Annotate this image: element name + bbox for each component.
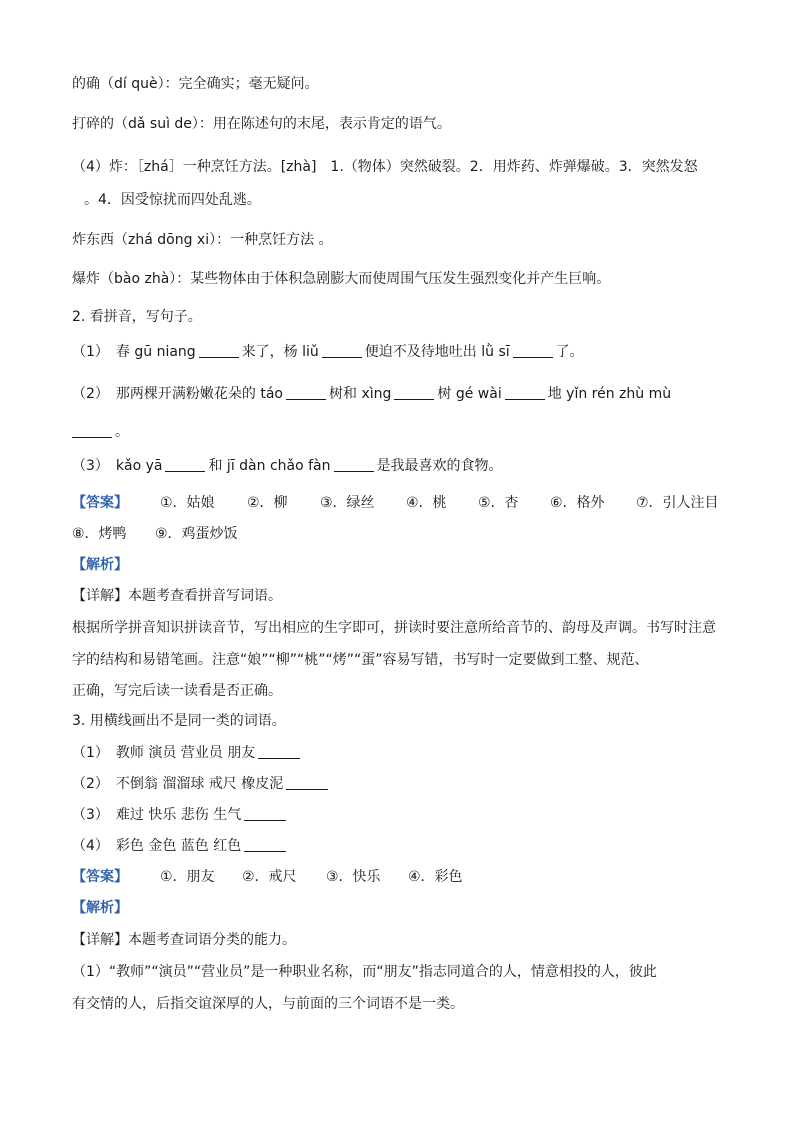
answer-item: ④．彩色 [408, 869, 463, 885]
question-3-item-1 [72, 743, 303, 763]
question-3-title: 3. 用横线画出不是同一类的词语。 [72, 713, 286, 729]
q2-3-part-b: 和 jī dàn chǎo fàn [208, 458, 331, 474]
q3-3-text: （3） 难过 快乐 悲伤 生气 [72, 807, 242, 823]
definition-dasuide: 打碎的（dǎ suì de）：用在陈述句的末尾，表示肯定的语气。 [72, 116, 451, 132]
q2-1-part-a: （1） 春 gū niang [72, 344, 196, 360]
answer-blank[interactable] [258, 744, 300, 759]
question-3-item-4 [72, 836, 289, 856]
q2-2-part-c: 树 gé wài [437, 386, 502, 402]
analysis-label: 【解析】 [72, 557, 128, 573]
answer-blank[interactable] [72, 423, 112, 438]
explanation-2-line-3: 正确，写完后读一读看是否正确。 [72, 683, 282, 699]
answer-item: ②．柳 [247, 495, 288, 511]
answer-blank[interactable] [199, 343, 239, 358]
question-3-item-2 [72, 774, 331, 794]
detail-explanation-2: 【详解】本题考查看拼音写词语。 [72, 588, 282, 604]
analysis-label: 【解析】 [72, 900, 128, 916]
question-2-item-1 [72, 342, 584, 362]
answer-blank[interactable] [505, 385, 545, 400]
answer-blank[interactable] [286, 775, 328, 790]
question-2-item-2-cont [72, 422, 129, 442]
answer-item: ③．快乐 [326, 869, 381, 885]
answer-blank[interactable] [286, 385, 326, 400]
q3-4-text: （4） 彩色 金色 蓝色 红色 [72, 838, 242, 854]
answer-item: ⑥．格外 [550, 495, 605, 511]
q2-1-part-d: 了。 [555, 344, 584, 360]
q2-2-part-d: 地 yǐn rén zhù mù [547, 386, 672, 402]
q2-1-part-c: 便迫不及待地吐出 lǜ sī [364, 344, 510, 360]
explanation-3-line-2: 有交情的人，后指交谊深厚的人，与前面的三个词语不是一类。 [72, 996, 464, 1012]
answer-blank[interactable] [165, 457, 205, 472]
explanation-3-line-1: （1）“教师”“演员”“营业员”是一种职业名称，而“朋友”指志同道合的人，情意相投的人，彼此 [72, 964, 657, 980]
definition-zha: （4）炸：［zhá］一种烹饪方法。[zhà] 1.（物体）突然破裂。2．用炸药、炸弹爆破。3．突然发怒 [72, 159, 698, 175]
q2-2-part-a: （2） 那两棵开满粉嫩花朵的 táo [72, 386, 283, 402]
question-2-title: 2. 看拼音，写句子。 [72, 309, 202, 325]
question-3-item-3 [72, 805, 289, 825]
q3-2-text: （2） 不倒翁 溜溜球 戒尺 橡皮泥 [72, 776, 284, 792]
answer-item: ⑨．鸡蛋炒饭 [155, 526, 238, 542]
answer-item: ⑧．烤鸭 [72, 526, 127, 542]
question-2-item-2 [72, 384, 671, 404]
q2-3-part-c: 是我最喜欢的食物。 [376, 458, 503, 474]
answer-blank[interactable] [244, 837, 286, 852]
q2-1-part-b: 来了，杨 liǔ [241, 344, 319, 360]
question-2-item-3 [72, 456, 503, 476]
answer-item: ⑦．引人注目 [636, 495, 719, 511]
q2-3-part-a: （3） kǎo yā [72, 458, 163, 474]
definition-baozha: 爆炸（bào zhà）：某些物体由于体积急剧膨大而使周围气压发生强烈变化并产生巨响。 [72, 271, 611, 287]
answer-blank[interactable] [394, 385, 434, 400]
answer-blank[interactable] [334, 457, 374, 472]
answer-item: ④．桃 [406, 495, 447, 511]
q3-1-text: （1） 教师 演员 营业员 朋友 [72, 745, 256, 761]
q2-2-part-b: 树和 xìng [329, 386, 392, 402]
explanation-2-line-2: 字的结构和易错笔画。注意“娘”“柳”“桃”“烤”“蛋”容易写错，书写时一定要做到工整、规范、 [72, 652, 649, 668]
answer-item: ①．姑娘 [160, 495, 215, 511]
answer-label: 【答案】 [72, 869, 128, 885]
detail-explanation-3: 【详解】本题考查词语分类的能力。 [72, 932, 296, 948]
answer-blank[interactable] [513, 343, 553, 358]
explanation-2-line-1: 根据所学拼音知识拼读音节，写出相应的生字即可，拼读时要注意所给音节的、韵母及声调。书写时注意 [72, 620, 716, 636]
answer-item: ②．戒尺 [242, 869, 297, 885]
definition-dique: 的确（dí què）：完全确实；毫无疑问。 [72, 76, 319, 92]
answer-item: ③．绿丝 [320, 495, 375, 511]
answer-blank[interactable] [322, 343, 362, 358]
q2-2-part-e: 。 [115, 424, 129, 440]
answer-label: 【答案】 [72, 495, 128, 511]
answer-item: ①．朋友 [160, 869, 215, 885]
answer-item: ⑤．杏 [478, 495, 519, 511]
answer-blank[interactable] [244, 806, 286, 821]
definition-zhadongxi: 炸东西（zhá dōng xi）：一种烹饪方法 。 [72, 232, 333, 248]
definition-zha-cont: 。4．因受惊扰而四处乱逃。 [84, 192, 261, 208]
